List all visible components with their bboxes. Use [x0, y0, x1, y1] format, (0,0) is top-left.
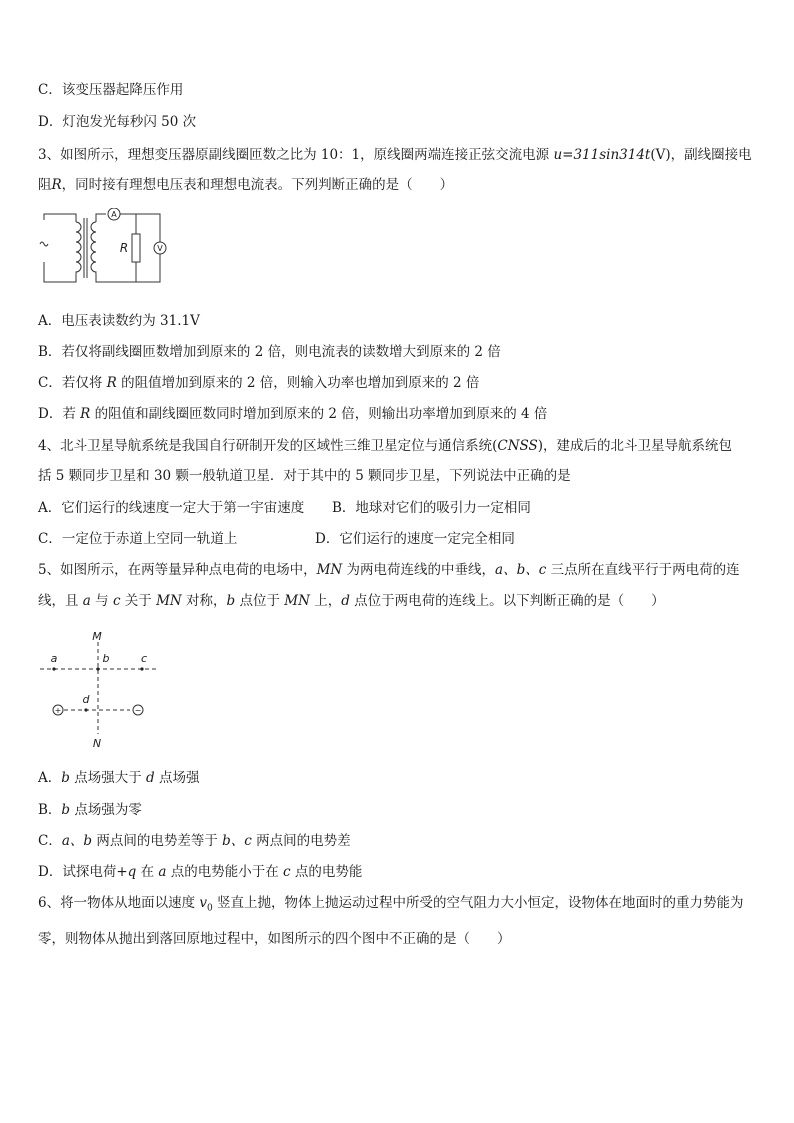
q5-stem-line2: 线，且 a 与 c 关于 MN 对称，b 点位于 MN 上，d 点位于两电荷的连线上。以下判断正确的是（ ）	[38, 593, 665, 609]
q5-label-m: M	[92, 630, 102, 643]
q5-negative-charge-sign: −	[134, 706, 142, 715]
q5-charges-field-diagram	[38, 626, 168, 752]
q3-stem: 3、如图所示，理想变压器原副线圈匝数之比为 10：1，原线圈两端连接正弦交流电源 u=311sin314t(V)，副线圈接电阻R，同时接有理想电压表和理想电流表。下列判断正确的是（ ）	[38, 147, 752, 193]
q3-option-d: D．若 R 的阻值和副线圈匝数同时增加到原来的 2 倍，则输出功率增加到原来的 4 倍	[38, 406, 548, 422]
q5-option-b: B．b 点场强为零	[38, 802, 142, 818]
q4-option-b: B．地球对它们的吸引力一定相同	[332, 500, 531, 516]
q3-resistor-label: R	[119, 241, 129, 255]
q5-label-b: b	[102, 652, 110, 665]
q3-option-c: C．若仅将 R 的阻值增加到原来的 2 倍，则输入功率也增加到原来的 2 倍	[38, 375, 480, 391]
q5-label-n: N	[92, 737, 102, 750]
q6-stem: 6、将一物体从地面以速度 $v_0$ 竖直上抛，物体上抛运动过程中所受的空气阻力大小恒定，设物体在地面时的重力势能为零，则物体从抛出到落回原地过程中，如图所示的四个图中不正确的是（ ）	[38, 895, 744, 947]
q3-transformer-circuit-diagram	[38, 208, 188, 288]
q5-option-d: D．试探电荷+q 在 a 点的电势能小于在 c 点的电势能	[38, 864, 363, 880]
q4-stem-line2: 括 5 颗同步卫星和 30 颗一般轨道卫星．对于其中的 5 颗同步卫星，下列说法中正确的是	[38, 468, 571, 484]
q3-voltmeter-label: V	[157, 244, 163, 253]
q2-option-d: D．灯泡发光每秒闪 50 次	[38, 114, 197, 130]
q4-stem-line1: 4、北斗卫星导航系统是我国自行研制开发的区域性三维卫星定位与通信系统(CNSS)，建成后的北斗卫星导航系统包	[38, 438, 733, 454]
q5-positive-charge-sign: +	[54, 706, 62, 715]
q3-option-b: B．若仅将副线圈匝数增加到原来的 2 倍，则电流表的读数增大到原来的 2 倍	[38, 344, 501, 360]
q3-option-a: A．电压表读数约为 31.1V	[38, 313, 200, 329]
q4-option-d: D．它们运行的速度一定完全相同	[315, 531, 515, 547]
q5-label-d: d	[82, 693, 90, 706]
q5-stem-line1: 5、如图所示，在两等量异种点电荷的电场中，MN 为两电荷连线的中垂线，a、b、c 三点所在直线平行于两电荷的连	[38, 562, 740, 578]
q4-option-c: C．一定位于赤道上空同一轨道上	[38, 531, 238, 547]
q4-option-a: A．它们运行的线速度一定大于第一宇宙速度	[38, 500, 305, 516]
q5-label-a: a	[50, 652, 58, 665]
q5-label-c: c	[140, 652, 148, 665]
q2-option-c: C．该变压器起降压作用	[38, 82, 184, 98]
q5-option-c: C．a、b 两点间的电势差等于 b、c 两点间的电势差	[38, 833, 351, 849]
q5-option-a: A．b 点场强大于 d 点场强	[38, 770, 200, 786]
q3-ammeter-label: A	[111, 210, 117, 219]
